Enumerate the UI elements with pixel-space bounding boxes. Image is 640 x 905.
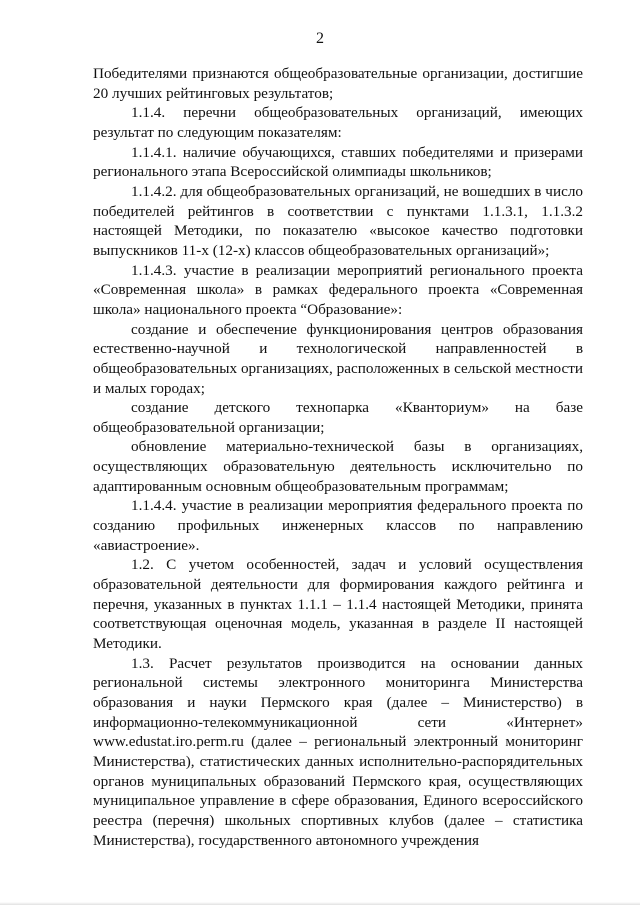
- paragraph-kvantorium: создание детского технопарка «Кванториум» на базе общеобразовательной организации;: [93, 399, 583, 436]
- paragraph-1-2: 1.2. С учетом особенностей, задач и условий осуществления образовательной деятельности для формирования каждого рейтинга и перечня, указанных в пунктах 1.1.1 – 1.1.4 настоящей Методики, принята соответствующая оценочная модель, указанная в разделе II настоящей Методики.: [93, 556, 583, 653]
- paragraph-centers: создание и обеспечение функционирования центров образования естественно-научной и технологической направленностей в общеобразовательных организациях, расположенных в сельской местности и малых городах;: [93, 320, 583, 397]
- paragraph-winners: Победителями признаются общеобразовательные организации, достигшие 20 лучших рейтинговых результатов;: [93, 65, 583, 102]
- paragraph-1-1-4-2: 1.1.4.2. для общеобразовательных организаций, не вошедших в число победителей рейтингов в соответствии с пунктами 1.1.3.1, 1.1.3.2 настоящей Методики, по показателю «высокое качество подготовки выпускников 11-х (12-х) классов общеобразовательных организаций»;: [93, 182, 583, 259]
- paragraph-1-1-4-1: 1.1.4.1. наличие обучающихся, ставших победителями и призерами регионального этапа Всероссийской олимпиады школьников;: [93, 143, 583, 181]
- paragraph-1-3: 1.3. Расчет результатов производится на основании данных региональной системы электронного мониторинга Министерства образования и науки Пермского края (далее – Министерство) в информационно-телекоммуникационной сети «Интернет» www.edustat.iro.perm.ru (далее – региональный электронный мониторинг Министерства), статистических данных исполнительно-распорядительных органов муниципальных образований Пермского края, осуществляющих муниципальное управление в сфере образования, Единого всероссийского реестра (перечня) школьных спортивных клубов (далее – статистика Министерства), государственного автономного учреждения: [93, 654, 583, 849]
- paragraph-1-1-4-3: 1.1.4.3. участие в реализации мероприятий регионального проекта «Современная школа» в рамках федерального проекта «Современная школа» национального проекта “Образование»:: [93, 261, 583, 318]
- page-number: 2: [316, 30, 324, 47]
- paragraph-1-1-4: 1.1.4. перечни общеобразовательных организаций, имеющих результат по следующим показателям:: [93, 104, 583, 141]
- paragraph-material-base: обновление материально-технической базы в организациях, осуществляющих образовательную деятельность исключительно по адаптированным основным общеобразовательным программам;: [93, 438, 583, 495]
- document-body: [93, 64, 583, 850]
- paragraph-1-1-4-4: 1.1.4.4. участие в реализации мероприятия федерального проекта по созданию профильных инженерных классов по направлению «авиастроение».: [93, 497, 583, 554]
